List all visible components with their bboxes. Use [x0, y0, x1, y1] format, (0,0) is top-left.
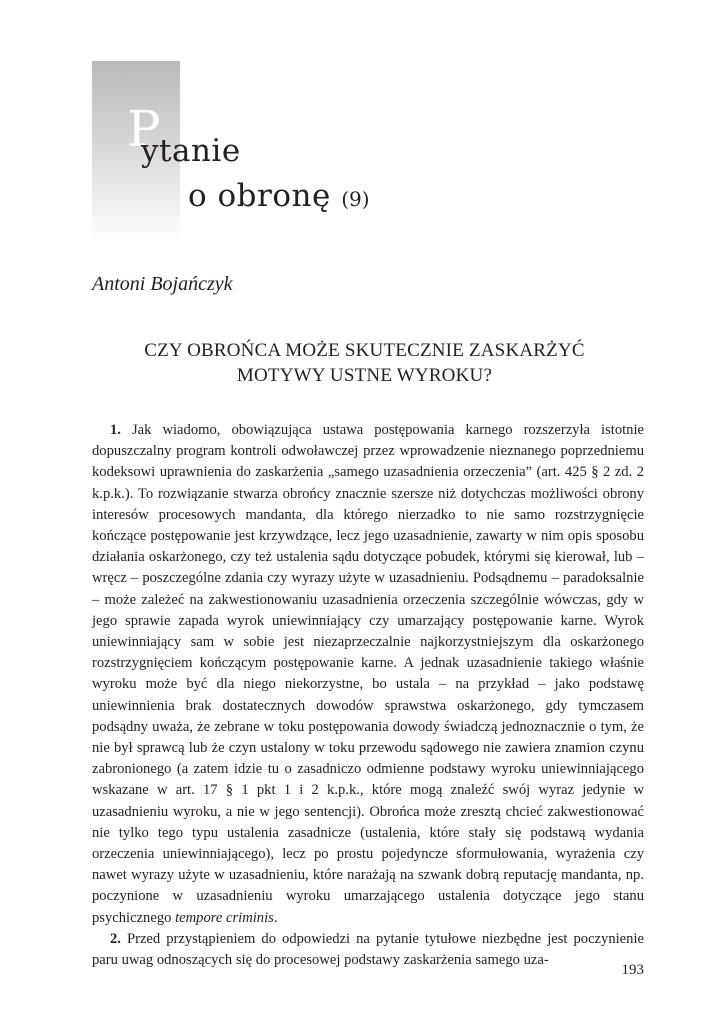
title-initial-letter: P [127, 100, 161, 158]
paragraph-1-text: Jak wiadomo, obowiązująca ustawa postępowania karnego rozszerzyła istotnie dopuszczalny program kontroli odwoławczej przez wprowadzenie nieznanego poprzedniemu kodeksowi uprawnienia do zaskarżenia „samego uzasadnienia orzeczenia” (art. 425 § 2 zd. 2 k.p.k.). To rozwiązanie stwarza obrońcy znacznie szersze niż dotychczas możliwości obrony interesów procesowych mandanta, dla którego nierzadko to nie samo rozstrzygnięcie kończące postępowanie jest krzywdzące, lecz jego uzasadnienie, zawarty w nim opis sposobu działania oskarżonego, czy też ustalenia sądu dotyczące pobudek, którymi się kierował, lub – wręcz – poszczególne zdania czy wyrazy użyte w uzasadnieniu. Podsądnemu – paradoksalnie – może zależeć na zakwestionowaniu uzasadnienia orzeczenia szczególnie wówczas, gdy w jego sprawie zapada wyrok uniewinniający czy umarzający postępowanie karne. Wyrok uniewinniający sam w sobie jest niezaprzeczalnie najkorzystniejszym dla oskarżonego rozstrzygnięciem kończącym postępowanie karne. A jednak uzasadnienie takiego właśnie wyroku może być dla niego niekorzystne, bo ustala – na przykład – jako podstawę uniewinnienia brak dostatecznych dowodów sprawstwa oskarżonego, gdy tymczasem podsądny uważa, że zebrane w toku postępowania dowody świadczą jednoznacznie o tym, że nie był sprawcą lub że czyn ustalony w toku przewodu sądowego nie zawiera znamion czynu zabronionego (a zatem idzie tu o zasadniczo odmienne podstawy wyroku uniewinniającego wskazane w art. 17 § 1 pkt 1 i 2 k.p.k., które mogą znaleźć swój wyraz jedynie w uzasadnieniu wyroku, a nie w jego sentencji). Obrońca może zresztą chcieć zakwestionować nie tylko tego typu ustalenia zasadnicze (ustalenia, które stały się podstawą wydania orzeczenia uniewinniającego), lecz po prostu pojedyncze sformułowania, wyrażenia czy nawet wyrazy użyte w uzasadnieniu, które narażają na szwank dobrą reputację mandanta, np. poczynione w uzasadnieniu wyroku umarzającego ustalenia dotyczące jego stanu psychicznego [92, 422, 644, 926]
heading-line-1: CZY OBROŃCA MOŻE SKUTECZNIE ZASKARŻYĆ [144, 340, 585, 361]
paragraph-1-number: 1. [110, 422, 121, 438]
title-line-1: ytanie [141, 133, 241, 169]
paragraph-1-italic: tempore criminis [175, 909, 274, 926]
article-heading [92, 338, 637, 388]
title-number: (9) [341, 187, 370, 211]
paragraph-2-text: Przed przystąpieniem do odpowiedzi na pytanie tytułowe niezbędne jest poczynienie paru uwag odnoszących się do procesowej podstawy zaskarżenia samego uza- [92, 930, 644, 969]
paragraph-1 [92, 420, 644, 929]
article-body [92, 420, 644, 971]
title-text: o obronę [188, 178, 331, 214]
paragraph-2 [92, 929, 644, 971]
title-line-2 [188, 178, 370, 214]
heading-line-2: MOTYWY USTNE WYROKU? [236, 365, 493, 386]
paragraph-2-number: 2. [110, 930, 121, 947]
author-name: Antoni Bojańczyk [92, 273, 233, 295]
paragraph-1-end: . [273, 909, 278, 926]
page-number: 193 [621, 962, 644, 978]
